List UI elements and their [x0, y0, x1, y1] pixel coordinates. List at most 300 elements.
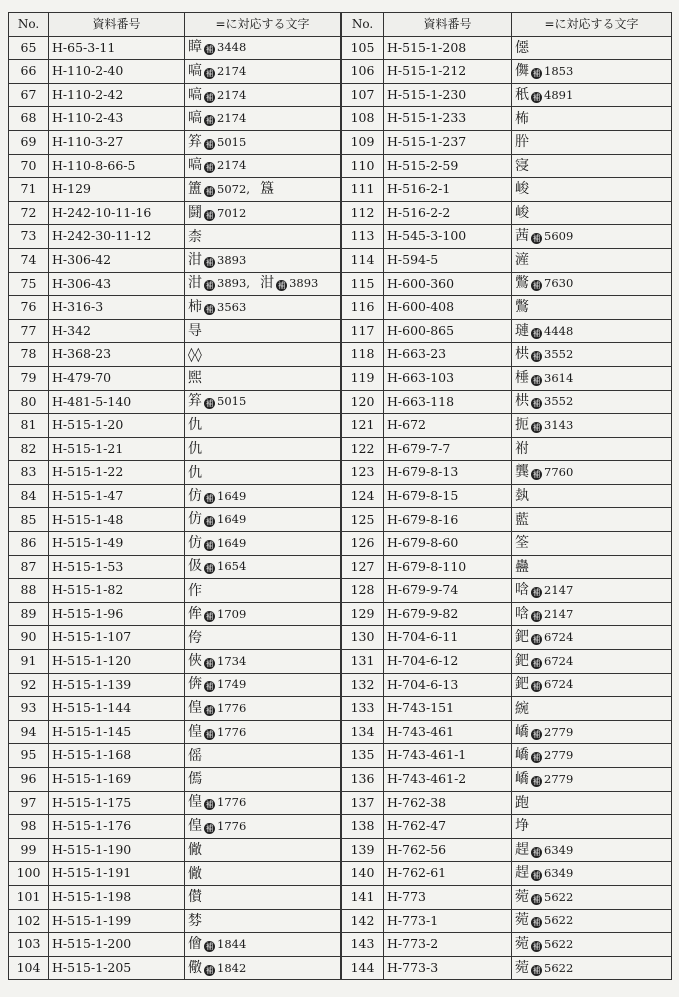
row-number: 74 [9, 248, 49, 272]
corresponding-char: 嗃 [188, 86, 202, 103]
row-number: 77 [9, 319, 49, 343]
table-row [9, 532, 341, 556]
corresponding-char: 菀 [515, 888, 529, 905]
supplement-badge-icon: 補 [532, 328, 541, 338]
row-number: 126 [342, 532, 384, 556]
row-number: 93 [9, 697, 49, 721]
supplement-badge-icon: 補 [532, 635, 541, 645]
supplement-badge-icon: 補 [205, 281, 214, 291]
row-number: 108 [342, 107, 384, 131]
material-number: H-545-3-100 [384, 225, 512, 249]
table-row [342, 248, 672, 272]
corresponding-char: 嗃 [188, 110, 202, 127]
corresponding-char-cell [185, 437, 341, 461]
row-number: 100 [9, 862, 49, 886]
corresponding-char-cell [185, 319, 341, 343]
corresponding-char-cell [185, 933, 341, 957]
table-row [342, 130, 672, 154]
material-number: H-663-23 [384, 343, 512, 367]
corresponding-char: 埩 [515, 818, 529, 835]
row-number: 72 [9, 201, 49, 225]
corresponding-char: 簠 [188, 180, 202, 197]
corresponding-char-cell [512, 414, 672, 438]
table-row [9, 390, 341, 414]
supplement-badge-icon: 補 [532, 776, 541, 786]
table-row [9, 555, 341, 579]
row-number: 96 [9, 768, 49, 792]
corresponding-char-cell [185, 390, 341, 414]
material-number: H-679-7-7 [384, 437, 512, 461]
char-code: 1853 [544, 63, 574, 78]
table-row [9, 956, 341, 980]
corresponding-char-cell [185, 626, 341, 650]
char-code: 1734 [217, 653, 247, 668]
corresponding-char-cell [512, 107, 672, 131]
char-code: 6724 [544, 677, 574, 692]
supplement-badge-icon: 補 [205, 517, 214, 527]
corresponding-char-cell [512, 602, 672, 626]
corresponding-char-cell [512, 225, 672, 249]
char-code: 3552 [544, 394, 574, 409]
table-row [342, 154, 672, 178]
corresponding-char: 柨 [515, 110, 529, 127]
corresponding-char-cell [512, 296, 672, 320]
corresponding-char-cell [185, 602, 341, 626]
supplement-badge-icon: 補 [532, 682, 541, 692]
material-number: H-515-1-175 [49, 791, 185, 815]
corresponding-char-cell [185, 744, 341, 768]
row-number: 86 [9, 532, 49, 556]
material-number: H-515-1-53 [49, 555, 185, 579]
header-material-number: 資料番号 [384, 13, 512, 37]
corresponding-char-cell [185, 508, 341, 532]
table-row [9, 508, 341, 532]
row-number: 139 [342, 838, 384, 862]
corresponding-char: 藍 [515, 511, 529, 528]
table-header-row [342, 13, 672, 37]
corresponding-char: 跑 [515, 794, 529, 811]
supplement-badge-icon: 補 [205, 139, 214, 149]
corresponding-char-cell [185, 130, 341, 154]
row-number: 99 [9, 838, 49, 862]
row-number: 130 [342, 626, 384, 650]
row-number: 75 [9, 272, 49, 296]
corresponding-char-cell [512, 343, 672, 367]
corresponding-char-cell [185, 107, 341, 131]
material-number: H-672 [384, 414, 512, 438]
row-number: 143 [342, 933, 384, 957]
row-number: 119 [342, 366, 384, 390]
supplement-badge-icon: 補 [205, 706, 214, 716]
table-row [9, 154, 341, 178]
material-number: H-704-6-12 [384, 650, 512, 674]
supplement-badge-icon: 補 [532, 281, 541, 291]
material-number: H-516-2-2 [384, 201, 512, 225]
corresponding-char-cell [512, 744, 672, 768]
char-code: 7630 [544, 276, 574, 291]
corresponding-char-cell [185, 791, 341, 815]
supplement-badge-icon: 補 [205, 210, 214, 220]
material-number: H-515-1-82 [49, 579, 185, 603]
char-code: 4448 [544, 323, 574, 338]
corresponding-char: 仿 [188, 487, 202, 504]
corresponding-char-cell [185, 296, 341, 320]
table-row [9, 673, 341, 697]
material-number: H-679-8-15 [384, 484, 512, 508]
supplement-badge-icon: 補 [205, 92, 214, 102]
corresponding-char-cell [185, 83, 341, 107]
supplement-badge-icon: 補 [532, 352, 541, 362]
corresponding-char: 仇 [188, 440, 202, 457]
corresponding-char: 嶠 [515, 747, 529, 764]
char-code: 6349 [544, 842, 574, 857]
char-code: 5072 [217, 181, 247, 196]
corresponding-char-cell [185, 60, 341, 84]
corresponding-char: 鷩 [515, 299, 529, 316]
supplement-badge-icon: 補 [205, 257, 214, 267]
header-corresponding-char: =に対応する文字 [185, 13, 341, 37]
char-code: 3893 [217, 252, 247, 267]
row-number: 114 [342, 248, 384, 272]
row-number: 111 [342, 178, 384, 202]
table-row [342, 815, 672, 839]
row-number: 71 [9, 178, 49, 202]
supplement-badge-icon: 補 [532, 729, 541, 739]
material-number: H-594-5 [384, 248, 512, 272]
corresponding-char: 作 [188, 582, 202, 599]
row-number: 121 [342, 414, 384, 438]
table-row [342, 272, 672, 296]
material-number: H-515-1-49 [49, 532, 185, 556]
char-code: 1749 [217, 677, 247, 692]
corresponding-char: 侔 [188, 605, 202, 622]
supplement-badge-icon: 補 [532, 588, 541, 598]
supplement-badge-icon: 補 [532, 422, 541, 432]
material-number: H-515-2-59 [384, 154, 512, 178]
table-row [342, 508, 672, 532]
row-number: 140 [342, 862, 384, 886]
corresponding-char: 蠱 [515, 558, 529, 575]
corresponding-char-cell [185, 673, 341, 697]
char-code: 1649 [217, 512, 247, 527]
table-row [342, 36, 672, 60]
supplement-badge-icon: 補 [205, 823, 214, 833]
char-code: 1709 [217, 606, 247, 621]
supplement-badge-icon: 補 [205, 45, 214, 55]
char-code: 1776 [217, 818, 247, 833]
material-number: H-679-8-16 [384, 508, 512, 532]
row-number: 65 [9, 36, 49, 60]
corresponding-char: 泔 [188, 275, 202, 292]
corresponding-char: 仇 [188, 417, 202, 434]
material-number: H-515-1-230 [384, 83, 512, 107]
material-number: H-110-2-42 [49, 83, 185, 107]
corresponding-char-cell [512, 178, 672, 202]
supplement-badge-icon: 補 [532, 68, 541, 78]
corresponding-char-cell [512, 885, 672, 909]
row-number: 98 [9, 815, 49, 839]
supplement-badge-icon: 補 [532, 658, 541, 668]
supplement-badge-icon: 補 [532, 847, 541, 857]
table-row [9, 885, 341, 909]
char-code: 6349 [544, 866, 574, 881]
corresponding-char: 趕 [515, 841, 529, 858]
row-number: 110 [342, 154, 384, 178]
table-row [9, 319, 341, 343]
corresponding-char-cell [512, 579, 672, 603]
corresponding-char-cell [512, 508, 672, 532]
char-code: 3563 [217, 299, 247, 314]
row-number: 95 [9, 744, 49, 768]
row-number: 97 [9, 791, 49, 815]
char-code: 5015 [217, 134, 247, 149]
supplement-badge-icon: 補 [277, 281, 286, 291]
material-number: H-515-1-199 [49, 909, 185, 933]
row-number: 134 [342, 720, 384, 744]
char-code: 3552 [544, 347, 574, 362]
corresponding-char: 菀 [515, 935, 529, 952]
row-number: 79 [9, 366, 49, 390]
table-row [9, 768, 341, 792]
material-number: H-515-1-144 [49, 697, 185, 721]
corresponding-char: 笲 [188, 393, 202, 410]
material-number: H-600-408 [384, 296, 512, 320]
row-number: 89 [9, 602, 49, 626]
row-number: 118 [342, 343, 384, 367]
material-number: H-704-6-13 [384, 673, 512, 697]
material-number: H-368-23 [49, 343, 185, 367]
corresponding-char: 侉 [188, 629, 202, 646]
table-row [342, 626, 672, 650]
material-number: H-600-360 [384, 272, 512, 296]
char-code: 2779 [544, 771, 574, 786]
char-code: 3448 [217, 40, 247, 55]
row-number: 90 [9, 626, 49, 650]
table-row [342, 555, 672, 579]
material-number: H-515-1-190 [49, 838, 185, 862]
corresponding-char: 傜 [188, 747, 202, 764]
corresponding-char-cell [512, 437, 672, 461]
material-number: H-110-2-43 [49, 107, 185, 131]
row-number: 106 [342, 60, 384, 84]
material-number: H-773-2 [384, 933, 512, 957]
table-row [9, 83, 341, 107]
material-number: H-479-70 [49, 366, 185, 390]
row-number: 70 [9, 154, 49, 178]
corresponding-char: 峻 [515, 181, 529, 198]
supplement-badge-icon: 補 [205, 941, 214, 951]
table-row [342, 956, 672, 980]
material-number: H-242-10-11-16 [49, 201, 185, 225]
row-number: 109 [342, 130, 384, 154]
char-code: 5622 [544, 936, 574, 951]
row-number: 94 [9, 720, 49, 744]
char-code: 1654 [217, 559, 247, 574]
material-number: H-515-1-96 [49, 602, 185, 626]
material-number: H-515-1-21 [49, 437, 185, 461]
supplement-badge-icon: 補 [205, 564, 214, 574]
corresponding-char-cell [185, 720, 341, 744]
material-number: H-306-43 [49, 272, 185, 296]
row-number: 102 [9, 909, 49, 933]
supplement-badge-icon: 補 [532, 894, 541, 904]
char-code: 1844 [217, 936, 247, 951]
table-row [9, 107, 341, 131]
corresponding-char-cell [512, 83, 672, 107]
table-row [342, 343, 672, 367]
char-code: 6724 [544, 630, 574, 645]
corresponding-char-cell [185, 366, 341, 390]
material-number: H-704-6-11 [384, 626, 512, 650]
char-code: 1776 [217, 701, 247, 716]
row-number: 117 [342, 319, 384, 343]
row-number: 103 [9, 933, 49, 957]
corresponding-char: 偟 [188, 700, 202, 717]
corresponding-char: ◊◊ [188, 346, 202, 363]
material-number: H-743-461-1 [384, 744, 512, 768]
char-code: 2174 [217, 111, 247, 126]
row-number: 82 [9, 437, 49, 461]
material-number: H-306-42 [49, 248, 185, 272]
material-number: H-773-3 [384, 956, 512, 980]
corresponding-char: 峻 [515, 205, 529, 222]
row-number: 84 [9, 484, 49, 508]
corresponding-char: 寖 [515, 157, 529, 174]
char-code: 1842 [217, 960, 247, 975]
row-number: 123 [342, 461, 384, 485]
material-number: H-515-1-168 [49, 744, 185, 768]
corresponding-char: 儛 [515, 62, 529, 79]
char-code: 2779 [544, 748, 574, 763]
header-no: No. [9, 13, 49, 37]
header-corresponding-char: =に対応する文字 [512, 13, 672, 37]
corresponding-char: 瞕 [188, 39, 202, 56]
corresponding-char: 璉 [515, 322, 529, 339]
table-row [9, 720, 341, 744]
material-number: H-743-461-2 [384, 768, 512, 792]
corresponding-char-cell [512, 956, 672, 980]
row-number: 68 [9, 107, 49, 131]
corresponding-char: 唅 [515, 582, 529, 599]
corresponding-char: 僘 [188, 842, 202, 859]
table-row [342, 83, 672, 107]
material-number: H-679-8-60 [384, 532, 512, 556]
corresponding-char: 嶠 [515, 723, 529, 740]
row-number: 80 [9, 390, 49, 414]
corresponding-char: 綩 [515, 700, 529, 717]
char-code: 3143 [544, 417, 574, 432]
corresponding-char-cell [512, 838, 672, 862]
row-number: 122 [342, 437, 384, 461]
corresponding-char-cell [512, 626, 672, 650]
supplement-badge-icon: 補 [532, 92, 541, 102]
row-number: 67 [9, 83, 49, 107]
table-row [9, 909, 341, 933]
header-no: No. [342, 13, 384, 37]
corresponding-char-cell [512, 720, 672, 744]
corresponding-char: 俠 [188, 652, 202, 669]
table-row [9, 437, 341, 461]
table-row [9, 366, 341, 390]
corresponding-char-cell [512, 272, 672, 296]
char-code: 3893 [289, 276, 319, 291]
row-number: 66 [9, 60, 49, 84]
row-number: 135 [342, 744, 384, 768]
char-code: 1649 [217, 535, 247, 550]
table-row [9, 815, 341, 839]
corresponding-char-cell [512, 461, 672, 485]
row-number: 127 [342, 555, 384, 579]
corresponding-char: 茜 [515, 228, 529, 245]
row-number: 124 [342, 484, 384, 508]
corresponding-char: 僘 [188, 865, 202, 882]
table-row [9, 130, 341, 154]
material-number: H-515-1-107 [49, 626, 185, 650]
table-row [9, 650, 341, 674]
row-number: 129 [342, 602, 384, 626]
material-number: H-773-1 [384, 909, 512, 933]
table-row [9, 602, 341, 626]
table-row [342, 461, 672, 485]
char-code: 5622 [544, 960, 574, 975]
corresponding-char: 龔 [515, 464, 529, 481]
row-number: 137 [342, 791, 384, 815]
material-number: H-65-3-11 [49, 36, 185, 60]
corresponding-char: 簋 [260, 180, 275, 197]
separator: , [246, 181, 251, 196]
corresponding-char-cell [185, 768, 341, 792]
table-row [342, 319, 672, 343]
corresponding-char-cell [185, 697, 341, 721]
row-number: 92 [9, 673, 49, 697]
corresponding-char-cell [185, 532, 341, 556]
corresponding-char-cell [185, 815, 341, 839]
supplement-badge-icon: 補 [205, 611, 214, 621]
corresponding-char: 扼 [515, 416, 529, 433]
supplement-badge-icon: 補 [532, 470, 541, 480]
table-row [9, 272, 341, 296]
material-number: H-663-118 [384, 390, 512, 414]
row-number: 87 [9, 555, 49, 579]
corresponding-char: 鈀 [515, 629, 529, 646]
corresponding-char: 鈀 [515, 652, 529, 669]
char-code: 5622 [544, 889, 574, 904]
correspondence-table-right [341, 12, 672, 980]
table-row [342, 838, 672, 862]
corresponding-char-cell [512, 791, 672, 815]
corresponding-char: 泔 [260, 275, 275, 292]
corresponding-char-cell [185, 650, 341, 674]
material-number: H-743-461 [384, 720, 512, 744]
supplement-badge-icon: 補 [205, 493, 214, 503]
row-number: 88 [9, 579, 49, 603]
row-number: 83 [9, 461, 49, 485]
corresponding-char: 僫 [515, 39, 529, 56]
table-row [342, 532, 672, 556]
corresponding-char: 煕 [188, 370, 202, 387]
table-row [9, 36, 341, 60]
supplement-badge-icon: 補 [205, 729, 214, 739]
supplement-badge-icon: 補 [205, 186, 214, 196]
corresponding-char-cell [185, 154, 341, 178]
supplement-badge-icon: 補 [205, 399, 214, 409]
char-code: 3614 [544, 370, 574, 385]
supplement-badge-icon: 補 [532, 871, 541, 881]
char-code: 5622 [544, 913, 574, 928]
char-code: 5015 [217, 394, 247, 409]
material-number: H-515-1-200 [49, 933, 185, 957]
material-number: H-515-1-237 [384, 130, 512, 154]
